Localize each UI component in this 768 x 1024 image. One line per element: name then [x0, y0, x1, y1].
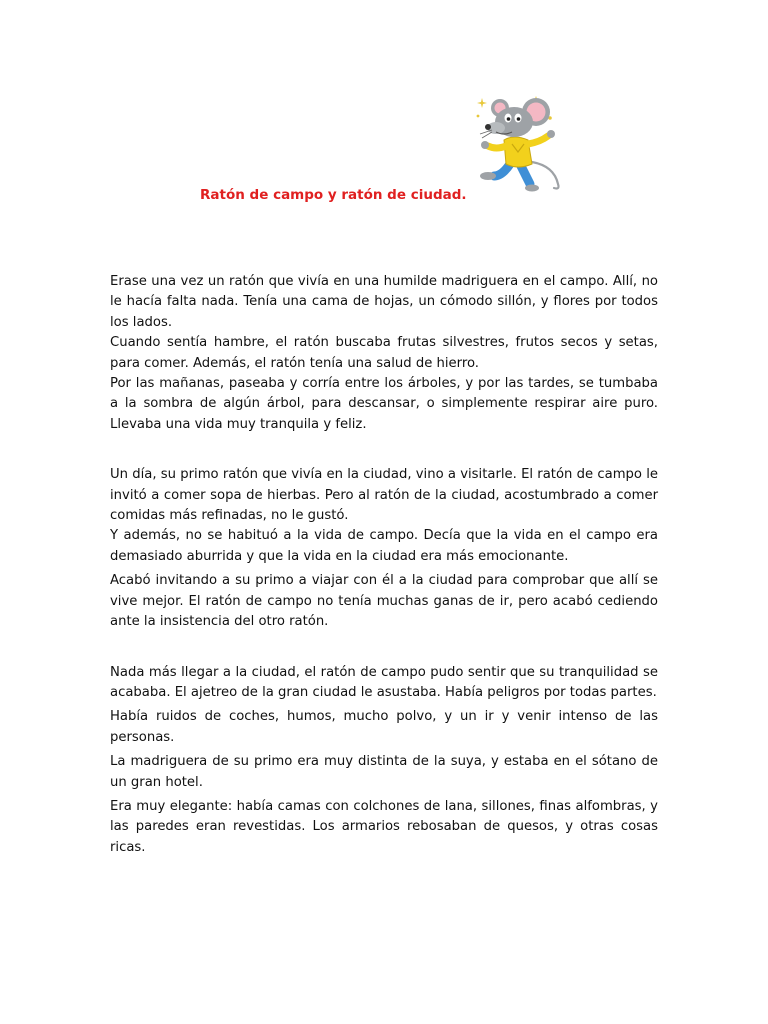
- paragraph: Un día, su primo ratón que vivía en la ciudad, vino a visitarle. El ratón de campo le invitó a comer sopa de hierbas. Pero al ratón de la ciudad, acostumbrado a comer comidas más refinadas, no le gustó.: [110, 467, 658, 524]
- paragraph: Erase una vez un ratón que vivía en una humilde madriguera en el campo. Allí, no le hacía falta nada. Tenía una cama de hojas, un cómodo sillón, y flores por todos los lados.: [110, 274, 658, 330]
- paragraph: Había ruidos de coches, humos, mucho polvo, y un ir y venir intenso de las personas.: [110, 709, 658, 745]
- paragraph: Por las mañanas, paseaba y corría entre los árboles, y por las tardes, se tumbaba a la sombra de algún árbol, para descansar, o simplemente respirar aire puro. Llevaba una vida muy tranquila y feliz.: [110, 376, 658, 432]
- story-body: [110, 272, 658, 858]
- paragraph: Cuando sentía hambre, el ratón buscaba frutas silvestres, frutos secos y setas, para comer. Además, el ratón tenía una salud de hierro.: [110, 335, 658, 371]
- sparkle-icon: [477, 98, 487, 108]
- paragraph: Y además, no se habituó a la vida de campo. Decía que la vida en el campo era demasiado aburrida y que la vida en la ciudad era más emocionante.: [110, 528, 658, 564]
- paragraph: La madriguera de su primo era muy distinta de la suya, y estaba en el sótano de un gran hotel.: [110, 754, 658, 790]
- paragraph: Acabó invitando a su primo a viajar con él a la ciudad para comprobar que allí se vive mejor. El ratón de campo no tenía muchas ganas de ir, pero acabó cediendo ante la insistencia del otro ratón.: [110, 573, 658, 630]
- paragraph: Era muy elegante: había camas con colchones de lana, sillones, finas alfombras, y las paredes eran revestidas. Los armarios rebosaban de quesos, y otras cosas ricas.: [110, 798, 658, 855]
- paragraph: Nada más llegar a la ciudad, el ratón de campo pudo sentir que su tranquilidad se acababa. El ajetreo de la gran ciudad le asustaba. Había peligros por todas partes.: [110, 664, 658, 700]
- cartoon-mouse-icon: [474, 92, 566, 192]
- story-title: Ratón de campo y ratón de ciudad.: [200, 187, 467, 203]
